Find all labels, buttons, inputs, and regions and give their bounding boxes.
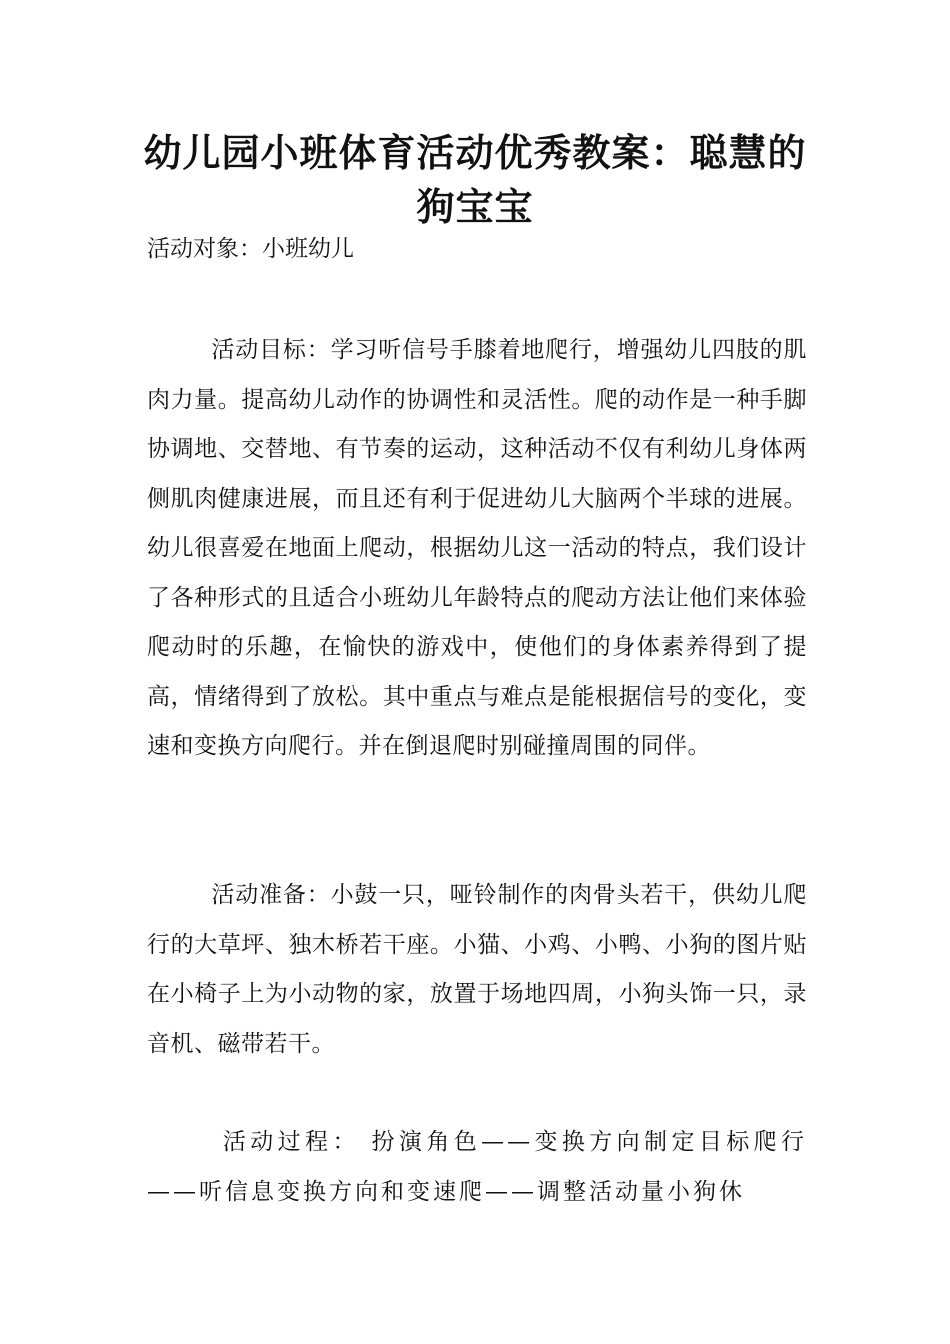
paragraph-preparation: 活动准备：小鼓一只，哑铃制作的肉骨头若干，供幼儿爬行的大草坪、独木桥若干座。小猫、小鸡、小鸭、小狗的图片贴在小椅子上为小动物的家，放置于场地四周，小狗头饰一只，录音机、磁带若干。 — [147, 882, 807, 1057]
document-title: 幼儿园小班体育活动优秀教案：聪慧的狗宝宝 — [143, 131, 807, 229]
paragraph-objectives: 活动目标：学习听信号手膝着地爬行，增强幼儿四肢的肌肉力量。提高幼儿动作的协调性和灵活性。爬的动作是一种手脚协调地、交替地、有节奏的运动，这种活动不仅有利幼儿身体两侧肌肉健康进展，而且还有利于促进幼儿大脑两个半球的进展。幼儿很喜爱在地面上爬动，根据幼儿这一活动的特点，我们设计了各种形式的且适合小班幼儿年龄特点的爬动方法让他们来体验爬动时的乐趣，在愉快的游戏中，使他们的身体素养得到了提高，情绪得到了放松。其中重点与难点是能根据信号的变化，变速和变换方向爬行。并在倒退爬时别碰撞周围的同伴。 — [147, 337, 807, 759]
activity-subject: 活动对象：小班幼儿 — [147, 236, 354, 262]
paragraph-process: 活动过程： 扮演角色——变换方向制定目标爬行——听信息变换方向和变速爬——调整活动量小狗休 — [147, 1129, 807, 1205]
